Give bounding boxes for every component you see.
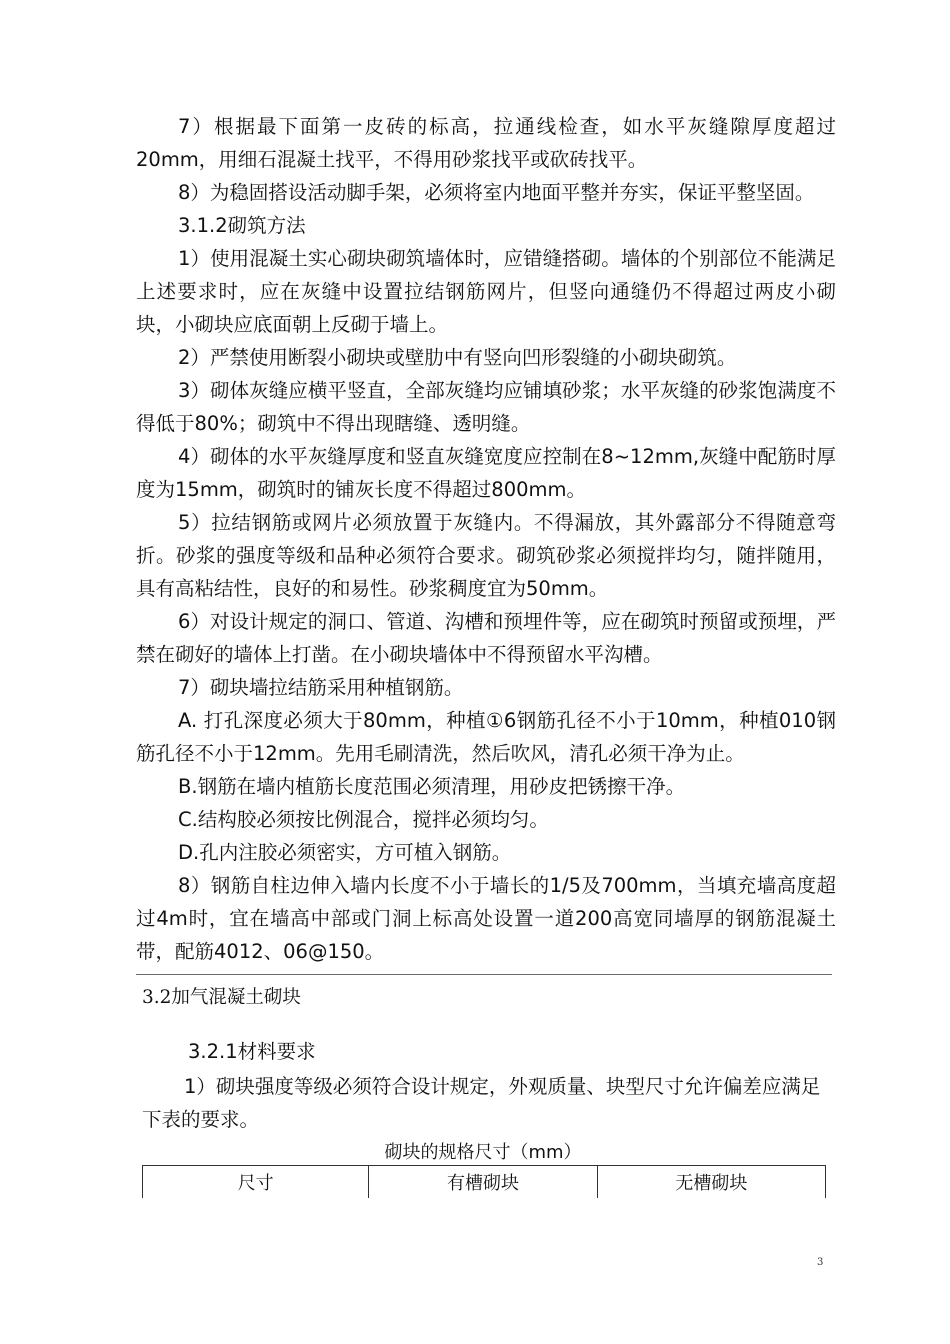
table-header-ungrooved: 无槽砌块: [597, 1166, 825, 1199]
block-size-table: [142, 1165, 826, 1198]
paragraph-312-item-7: 7）砌块墙拉结筋采用种植钢筋。: [178, 676, 464, 699]
section-divider: [136, 974, 832, 975]
section-3-2-title: 3.2加气混凝土砌块: [142, 987, 301, 1008]
heading-3-2-1: 3.2.1材料要求: [188, 1040, 316, 1063]
paragraph-321-item-1: 1）砌块强度等级必须符合设计规定，外观质量、块型尺寸允许偏差应满足下表的要求。: [142, 1075, 821, 1131]
paragraph-312-item-a: A. 打孔深度必须大于80mm，种植①6钢筋孔径不小于10mm，种植010钢筋孔径不小于12mm。先用毛刷清洗，然后吹风，清孔必须干净为止。: [136, 709, 836, 765]
paragraph-312-item-8: 8）钢筋自柱边伸入墙内长度不小于墙长的1/5及700mm，当填充墙高度超过4m时，宜在墙高中部或门洞上标高处设置一道200高宽同墙厚的钢筋混凝土带，配筋4012、06@150。: [136, 874, 836, 963]
paragraph-item-7-leveling: 7）根据最下面第一皮砖的标高，拉通线检查，如水平灰缝隙厚度超过20mm，用细石混凝土找平，不得用砂浆找平或砍砖找平。: [136, 115, 836, 171]
paragraph-item-8-scaffold: 8）为稳固搭设活动脚手架，必须将室内地面平整并夯实，保证平整坚固。: [178, 181, 815, 204]
paragraph-312-item-4: 4）砌体的水平灰缝厚度和竖直灰缝宽度应控制在8~12mm,灰缝中配筋时厚度为15mm，砌筑时的铺灰长度不得超过800mm。: [136, 445, 836, 501]
page-number: 3: [817, 1257, 824, 1268]
paragraph-312-item-6: 6）对设计规定的洞口、管道、沟槽和预埋件等，应在砌筑时预留或预埋，严禁在砌好的墙体上打凿。在小砌块墙体中不得预留水平沟槽。: [136, 610, 836, 666]
paragraph-312-item-d: D.孔内注胶必须密实，方可植入钢筋。: [178, 841, 512, 864]
table-header-row: [143, 1166, 826, 1199]
table-header-size: 尺寸: [143, 1166, 369, 1199]
paragraph-312-item-1: 1）使用混凝土实心砌块砌筑墙体时，应错缝搭砌。墙体的个别部位不能满足上述要求时，应在灰缝中设置拉结钢筋网片，但竖向通缝仍不得超过两皮小砌块，小砌块应底面朝上反砌于墙上。: [136, 247, 836, 336]
table-caption: 砌块的规格尺寸（mm）: [384, 1142, 582, 1163]
paragraph-312-item-5: 5）拉结钢筋或网片必须放置于灰缝内。不得漏放，其外露部分不得随意弯折。砂浆的强度等级和品种必须符合要求。砌筑砂浆必须搅拌均匀，随拌随用，具有高粘结性，良好的和易性。砂浆稠度宜为50mm。: [136, 511, 836, 600]
table-header-grooved: 有槽砌块: [369, 1166, 597, 1199]
paragraph-312-item-3: 3）砌体灰缝应横平竖直，全部灰缝均应铺填砂浆；水平灰缝的砂浆饱满度不得低于80%；砌筑中不得出现瞎缝、透明缝。: [136, 379, 836, 435]
heading-3-1-2: 3.1.2砌筑方法: [178, 214, 306, 237]
paragraph-312-item-2: 2）严禁使用断裂小砌块或壁肋中有竖向凹形裂缝的小砌块砌筑。: [178, 346, 737, 369]
paragraph-312-item-b: B.钢筋在墙内植筋长度范围必须清理，用砂皮把锈擦干净。: [178, 775, 686, 798]
paragraph-312-item-c: C.结构胶必须按比例混合，搅拌必须均匀。: [178, 808, 549, 831]
